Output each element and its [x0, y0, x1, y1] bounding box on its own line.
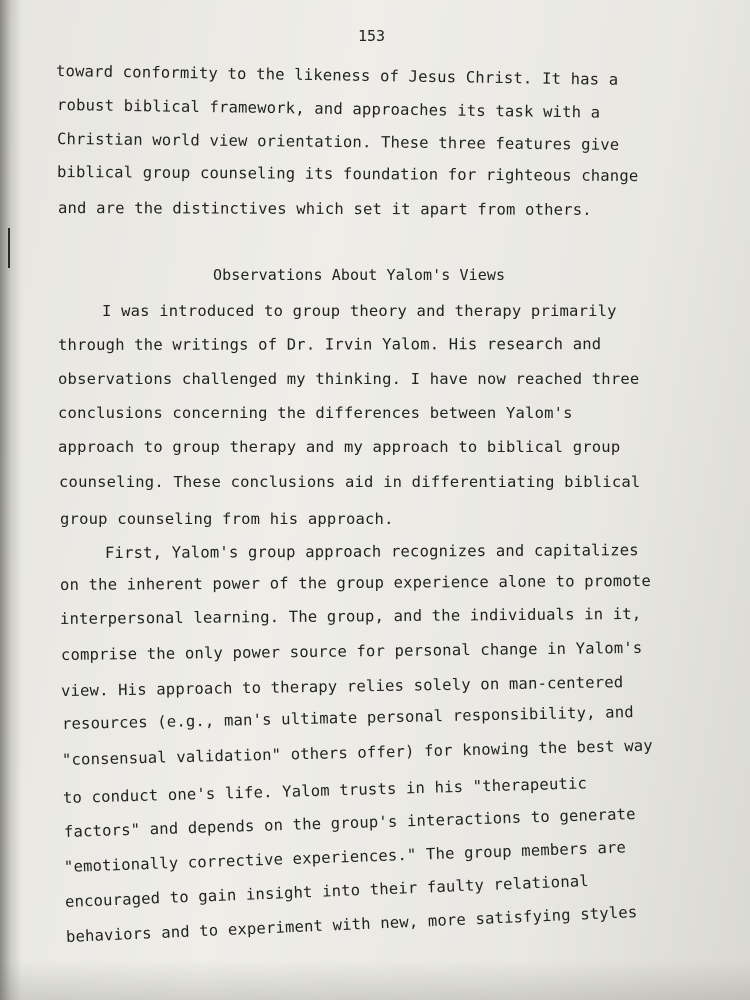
text-line: resources (e.g., man's ultimate personal responsibility, and	[61, 703, 634, 733]
text-line: approach to group therapy and my approach to biblical group	[58, 438, 621, 456]
page-bottom-shadow	[0, 960, 750, 1000]
text-line: biblical group counseling its foundation for righteous change	[56, 163, 639, 186]
text-line: toward conformity to the likeness of Jesus Christ. It has a	[55, 62, 619, 89]
text-line: counseling. These conclusions aid in differentiating biblical	[59, 473, 641, 491]
binding-mark	[8, 228, 10, 268]
text-line: and are the distinctives which set it apart from others.	[57, 199, 592, 219]
text-line: factors" and depends on the group's interactions to generate	[63, 805, 636, 841]
text-line: encouraged to gain insight into their faulty relational	[64, 871, 590, 911]
text-line: through the writings of Dr. Irvin Yalom. His research and	[57, 335, 602, 354]
text-line: conclusions concerning the differences between Yalom's	[58, 404, 573, 422]
text-line: "emotionally corrective experiences." The group members are	[63, 838, 627, 876]
text-line: Christian world view orientation. These three features give	[56, 130, 620, 154]
page-number: 153	[358, 27, 386, 45]
text-line: robust biblical framework, and approaches its task with a	[56, 96, 601, 122]
text-line: comprise the only power source for personal change in Yalom's	[60, 638, 643, 664]
binding-shadow	[0, 0, 22, 1000]
text-line: to conduct one's life. Yalom trusts in his "therapeutic	[62, 774, 588, 807]
text-line: observations challenged my thinking. I have now reached three	[58, 370, 640, 388]
text-line: behaviors and to experiment with new, more satisfying styles	[65, 903, 638, 946]
section-heading: Observations About Yalom's Views	[213, 266, 506, 284]
text-line: group counseling from his approach.	[60, 510, 394, 528]
text-line: "consensual validation" others offer) for knowing the best way	[61, 736, 654, 769]
text-line: interpersonal learning. The group, and the individuals in it,	[59, 604, 642, 628]
text-line: on the inherent power of the group experience alone to promote	[59, 571, 652, 594]
text-line: view. His approach to therapy relies solely on man-centered	[60, 673, 624, 700]
text-line: I was introduced to group theory and therapy primarily	[102, 302, 617, 320]
text-line: First, Yalom's group approach recognizes and capitalizes	[104, 541, 639, 562]
